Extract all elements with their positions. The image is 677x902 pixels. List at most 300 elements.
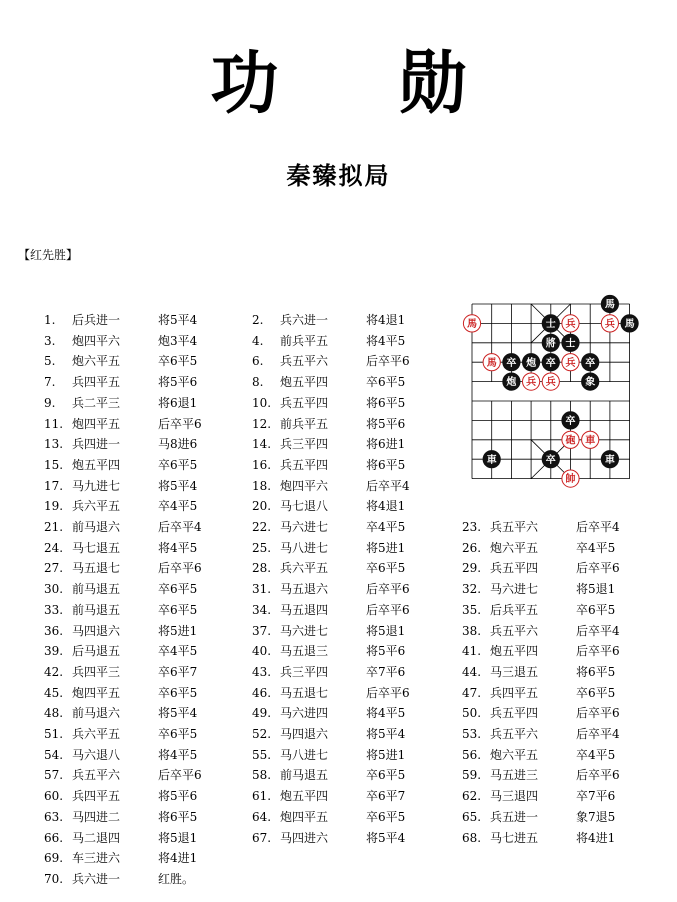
move-number: 57.	[44, 768, 64, 783]
black-move: 后卒平6	[158, 768, 202, 783]
move-row	[252, 705, 405, 721]
move-number: 68.	[462, 830, 482, 845]
move-number: 43.	[252, 664, 272, 679]
piece-label: 兵	[545, 377, 556, 389]
black-move: 后卒平4	[576, 520, 620, 534]
move-number: 46.	[252, 685, 272, 700]
black-move: 象7退5	[576, 809, 616, 824]
black-piece	[621, 315, 638, 332]
move-number: 32.	[462, 582, 482, 597]
red-move: 炮四平六	[72, 333, 121, 348]
move-row	[252, 519, 405, 535]
red-move: 前兵平五	[280, 333, 329, 348]
red-move: 马九进七	[72, 478, 121, 493]
red-move: 兵五平六	[280, 354, 329, 369]
black-move: 将4进1	[158, 851, 198, 866]
move-row	[252, 581, 410, 597]
piece-label: 車	[486, 454, 497, 466]
red-move: 兵四进一	[72, 437, 121, 452]
red-move: 车三进六	[72, 851, 121, 866]
red-move: 前马退五	[280, 768, 329, 783]
move-row	[44, 436, 197, 452]
black-move: 将6平5	[576, 664, 616, 679]
black-move: 卒4平5	[158, 499, 198, 514]
red-move: 炮五平四	[280, 375, 329, 390]
move-row	[44, 705, 197, 721]
black-move: 卒6平5	[366, 809, 406, 824]
move-number: 14.	[252, 437, 272, 452]
move-row	[462, 581, 615, 597]
move-row	[252, 560, 405, 576]
move-number: 38.	[462, 623, 482, 638]
red-move: 前马退五	[72, 582, 121, 597]
move-number: 23.	[462, 520, 482, 534]
red-move: 前马退五	[72, 602, 121, 617]
page-subtitle: 秦臻拟局	[286, 161, 391, 190]
red-move: 马五进三	[490, 768, 539, 783]
piece-label: 車	[604, 454, 615, 466]
red-move: 炮四平六	[280, 478, 329, 493]
red-move: 马五退六	[280, 582, 329, 597]
red-piece	[562, 354, 579, 371]
move-row	[462, 643, 620, 659]
red-piece	[601, 315, 618, 332]
move-number: 69.	[44, 851, 64, 866]
red-move: 兵五平四	[280, 457, 329, 472]
black-move: 炮3平4	[158, 333, 198, 348]
move-row	[252, 685, 410, 701]
black-piece	[542, 315, 559, 332]
move-number: 11.	[44, 416, 64, 431]
move-number: 1.	[44, 313, 56, 327]
side-to-move-tag: 【红先胜】	[18, 248, 79, 262]
move-number: 41.	[462, 644, 482, 659]
move-row	[252, 374, 405, 390]
move-number: 22.	[252, 520, 272, 534]
red-move: 马五退七	[280, 685, 329, 700]
black-move: 将4退1	[366, 313, 406, 327]
piece-label: 炮	[526, 357, 537, 369]
move-row	[44, 809, 197, 825]
move-number: 8.	[252, 375, 264, 390]
title-char-2: 勋	[398, 44, 467, 124]
move-number: 28.	[252, 561, 272, 576]
move-row	[44, 353, 197, 369]
black-move: 后卒平6	[366, 685, 410, 700]
move-row	[252, 540, 405, 556]
red-move: 马八进七	[280, 747, 329, 762]
move-row	[44, 664, 197, 680]
red-move: 兵五平四	[280, 395, 329, 410]
black-piece	[601, 295, 618, 312]
black-move: 卒7平6	[366, 664, 406, 679]
move-number: 24.	[44, 540, 64, 555]
move-number: 34.	[252, 602, 272, 617]
move-number: 3.	[44, 333, 56, 348]
black-move: 卒6平7	[366, 789, 406, 804]
black-move: 将4平5	[158, 540, 198, 555]
move-number: 13.	[44, 437, 64, 452]
move-number: 10.	[252, 395, 272, 410]
move-number: 53.	[462, 727, 482, 741]
red-piece	[542, 373, 559, 390]
black-piece	[503, 373, 520, 390]
move-row	[462, 560, 620, 576]
black-move: 卒6平5	[158, 727, 198, 741]
move-number: 17.	[44, 478, 64, 493]
move-number: 49.	[252, 706, 272, 721]
black-move: 将5平6	[158, 789, 198, 804]
piece-label: 士	[565, 338, 576, 350]
move-number: 70.	[44, 871, 64, 886]
move-row	[252, 333, 405, 349]
piece-label: 將	[545, 338, 556, 350]
piece-label: 兵	[565, 357, 576, 369]
red-move: 马六进四	[280, 706, 329, 721]
black-move: 卒4平5	[576, 540, 616, 555]
black-piece	[582, 354, 599, 371]
move-row	[44, 457, 197, 473]
move-row	[252, 312, 405, 328]
piece-label: 帥	[565, 474, 576, 486]
red-move: 兵四平五	[72, 789, 121, 804]
black-move: 将5平6	[366, 416, 406, 431]
black-move: 将6平5	[158, 809, 198, 824]
move-number: 59.	[462, 768, 482, 783]
move-row	[462, 602, 615, 618]
move-number: 54.	[44, 747, 64, 762]
move-row	[252, 623, 405, 639]
title-char-1: 功	[210, 44, 279, 124]
black-move: 后卒平6	[576, 768, 620, 783]
black-move: 将4平5	[366, 706, 406, 721]
red-move: 兵四平五	[490, 685, 539, 700]
move-number: 19.	[44, 499, 64, 514]
move-number: 35.	[462, 602, 482, 617]
move-row	[252, 643, 405, 659]
piece-label: 砲	[565, 435, 576, 447]
move-row	[44, 416, 202, 432]
red-move: 马八进七	[280, 540, 329, 555]
move-number: 15.	[44, 457, 64, 472]
move-row	[252, 416, 405, 432]
red-move: 炮六平五	[72, 354, 121, 369]
move-number: 48.	[44, 706, 64, 721]
black-piece	[582, 373, 599, 390]
red-move: 兵四平三	[72, 664, 121, 679]
piece-label: 卒	[545, 357, 556, 369]
black-move: 将5平6	[366, 644, 406, 659]
move-row	[252, 788, 405, 804]
move-row	[252, 830, 405, 846]
move-number: 63.	[44, 809, 64, 824]
move-row	[44, 767, 202, 783]
move-row	[462, 830, 615, 846]
move-row	[44, 830, 197, 846]
move-number: 56.	[462, 747, 482, 762]
move-row	[44, 747, 197, 763]
black-piece	[542, 451, 559, 468]
red-move: 马六进七	[280, 520, 329, 534]
move-number: 9.	[44, 395, 56, 410]
piece-label: 士	[545, 319, 556, 330]
move-number: 55.	[252, 747, 272, 762]
black-move: 卒7平6	[576, 789, 616, 804]
piece-label: 馬	[624, 319, 635, 330]
black-move: 卒4平5	[366, 520, 406, 534]
red-move: 兵五平六	[490, 623, 539, 638]
black-move: 将5平4	[366, 727, 406, 741]
move-row	[462, 705, 620, 721]
move-row	[462, 664, 615, 680]
red-move: 炮四平五	[72, 685, 121, 700]
black-move: 后卒平6	[366, 602, 410, 617]
red-move: 兵六平五	[72, 727, 121, 741]
move-row	[44, 788, 197, 804]
move-number: 45.	[44, 685, 64, 700]
red-move: 兵五平六	[490, 727, 539, 741]
move-number: 42.	[44, 664, 64, 679]
move-row	[462, 685, 615, 701]
move-row	[44, 871, 194, 887]
move-number: 12.	[252, 416, 272, 431]
piece-label: 卒	[545, 454, 556, 466]
red-move: 马二退四	[72, 830, 121, 845]
piece-label: 卒	[585, 357, 596, 369]
move-number: 27.	[44, 561, 64, 576]
black-move: 后卒平4	[576, 623, 620, 638]
move-row	[462, 809, 615, 825]
black-piece	[562, 334, 579, 351]
black-move: 将4平5	[158, 747, 198, 762]
move-number: 52.	[252, 727, 272, 741]
black-piece	[542, 334, 559, 351]
black-move: 马8进6	[158, 437, 198, 452]
move-row	[462, 623, 620, 639]
black-move: 将5退1	[158, 830, 198, 845]
red-move: 兵六进一	[72, 871, 121, 886]
move-number: 47.	[462, 685, 482, 700]
black-move: 卒6平5	[366, 768, 406, 783]
red-move: 兵五进一	[490, 809, 539, 824]
red-move: 马三退五	[490, 664, 539, 679]
red-move: 炮六平五	[490, 747, 539, 762]
red-move: 兵六平五	[72, 499, 121, 514]
black-piece	[542, 354, 559, 371]
move-number: 50.	[462, 706, 482, 721]
move-row	[252, 436, 405, 452]
move-row	[44, 581, 197, 597]
move-row	[44, 478, 197, 494]
move-row	[44, 623, 197, 639]
red-move: 马三退四	[490, 789, 539, 804]
black-move: 将4进1	[576, 830, 616, 845]
red-move: 马四退六	[280, 727, 329, 741]
move-row	[44, 602, 197, 618]
black-move: 后卒平4	[576, 727, 620, 741]
move-row	[44, 560, 202, 576]
black-move: 将5进1	[366, 540, 406, 555]
red-move: 兵二平三	[72, 395, 121, 410]
black-move: 卒6平5	[158, 602, 198, 617]
move-row	[462, 540, 615, 556]
move-number: 21.	[44, 520, 64, 534]
black-move: 后卒平6	[576, 706, 620, 721]
xiangqi-board	[462, 292, 644, 492]
black-move: 卒4平5	[158, 644, 198, 659]
red-move: 前马退六	[72, 706, 121, 721]
move-row	[252, 498, 405, 514]
move-row	[462, 788, 615, 804]
black-move: 卒6平5	[158, 354, 198, 369]
black-piece	[601, 451, 618, 468]
red-move: 兵五平六	[490, 520, 539, 534]
red-move: 兵三平四	[280, 664, 329, 679]
black-move: 卒6平5	[158, 685, 198, 700]
red-move: 炮五平四	[280, 789, 329, 804]
move-number: 60.	[44, 789, 64, 804]
black-move: 将6退1	[158, 395, 198, 410]
red-piece	[582, 431, 599, 448]
move-row	[44, 498, 197, 514]
move-number: 37.	[252, 623, 272, 638]
piece-label: 兵	[526, 377, 537, 389]
black-move: 卒6平5	[576, 685, 616, 700]
piece-label: 車	[585, 435, 596, 447]
red-move: 马四进二	[72, 809, 121, 824]
red-piece	[523, 373, 540, 390]
move-row	[252, 353, 410, 369]
move-row	[44, 395, 197, 411]
move-row	[252, 602, 410, 618]
red-move: 炮四平五	[72, 416, 121, 431]
move-number: 67.	[252, 830, 272, 845]
red-move: 马七退五	[72, 540, 121, 555]
black-move: 将4退1	[366, 499, 406, 514]
move-row	[462, 519, 620, 535]
black-move: 将5进1	[158, 623, 198, 638]
black-move: 将5退1	[366, 623, 406, 638]
red-move: 马四进六	[280, 830, 329, 845]
move-number: 65.	[462, 809, 482, 824]
black-move: 卒6平5	[576, 602, 616, 617]
red-move: 炮四平五	[280, 809, 329, 824]
move-number: 44.	[462, 664, 482, 679]
red-piece	[463, 315, 480, 332]
red-move: 炮五平四	[72, 457, 121, 472]
move-number: 25.	[252, 540, 272, 555]
piece-label: 卒	[565, 416, 576, 427]
move-row	[44, 540, 197, 556]
black-move: 将5平4	[158, 706, 198, 721]
move-number: 40.	[252, 644, 272, 659]
red-move: 兵四平五	[72, 375, 121, 390]
black-move: 卒6平7	[158, 664, 198, 679]
move-number: 36.	[44, 623, 64, 638]
black-move: 将4平5	[366, 333, 406, 348]
red-move: 兵五平六	[72, 768, 121, 783]
move-number: 18.	[252, 478, 272, 493]
red-move: 兵五平四	[490, 561, 539, 576]
move-row	[462, 747, 615, 763]
move-number: 26.	[462, 540, 482, 555]
move-row	[44, 685, 197, 701]
black-move: 卒6平5	[158, 582, 198, 597]
black-move: 将5进1	[366, 747, 406, 762]
red-piece	[483, 354, 500, 371]
red-move: 兵六平五	[280, 561, 329, 576]
move-number: 39.	[44, 644, 64, 659]
black-move: 卒6平5	[366, 375, 406, 390]
red-move: 前马退六	[72, 520, 121, 534]
move-row	[252, 478, 410, 494]
red-piece	[562, 315, 579, 332]
black-piece	[562, 412, 579, 429]
move-row	[44, 850, 197, 866]
move-number: 7.	[44, 375, 56, 390]
move-number: 31.	[252, 582, 272, 597]
black-move: 将5平4	[158, 478, 198, 493]
red-move: 马五退四	[280, 602, 329, 617]
red-move: 后马退五	[72, 644, 121, 659]
red-move: 马六退八	[72, 747, 121, 762]
move-row	[462, 767, 620, 783]
move-row	[44, 374, 197, 390]
piece-label: 馬	[604, 299, 615, 311]
move-row	[252, 395, 405, 411]
move-row	[44, 333, 197, 349]
red-move: 马五退三	[280, 644, 329, 659]
black-move: 将5平4	[366, 830, 406, 845]
red-move: 后兵进一	[72, 313, 121, 327]
move-number: 4.	[252, 333, 264, 348]
red-move: 炮六平五	[490, 540, 539, 555]
black-move: 将5退1	[576, 582, 616, 597]
move-number: 33.	[44, 602, 64, 617]
move-number: 29.	[462, 561, 482, 576]
black-piece	[503, 354, 520, 371]
move-number: 66.	[44, 830, 64, 845]
red-move: 马六进七	[280, 623, 329, 638]
black-move: 将5平4	[158, 313, 198, 327]
move-number: 6.	[252, 354, 264, 369]
move-row	[462, 726, 620, 742]
piece-label: 馬	[486, 357, 497, 369]
red-move: 马七进五	[490, 830, 539, 845]
black-move: 卒4平5	[576, 747, 616, 762]
black-move: 卒6平5	[158, 457, 198, 472]
red-move: 马四退六	[72, 623, 121, 638]
black-move: 将6平5	[366, 457, 406, 472]
move-row	[252, 809, 405, 825]
move-number: 64.	[252, 809, 272, 824]
move-number: 30.	[44, 582, 64, 597]
move-row	[44, 726, 197, 742]
move-number: 51.	[44, 727, 64, 741]
piece-label: 炮	[506, 377, 517, 389]
black-move: 后卒平6	[576, 561, 620, 576]
move-number: 20.	[252, 499, 272, 514]
red-move: 兵五平四	[490, 706, 539, 721]
piece-label: 卒	[506, 357, 517, 369]
move-row	[44, 312, 197, 328]
move-row	[252, 767, 405, 783]
black-move: 后卒平6	[576, 644, 620, 659]
move-row	[252, 457, 405, 473]
black-piece	[523, 354, 540, 371]
red-move: 马七退八	[280, 499, 329, 514]
red-move: 马五退七	[72, 561, 121, 576]
